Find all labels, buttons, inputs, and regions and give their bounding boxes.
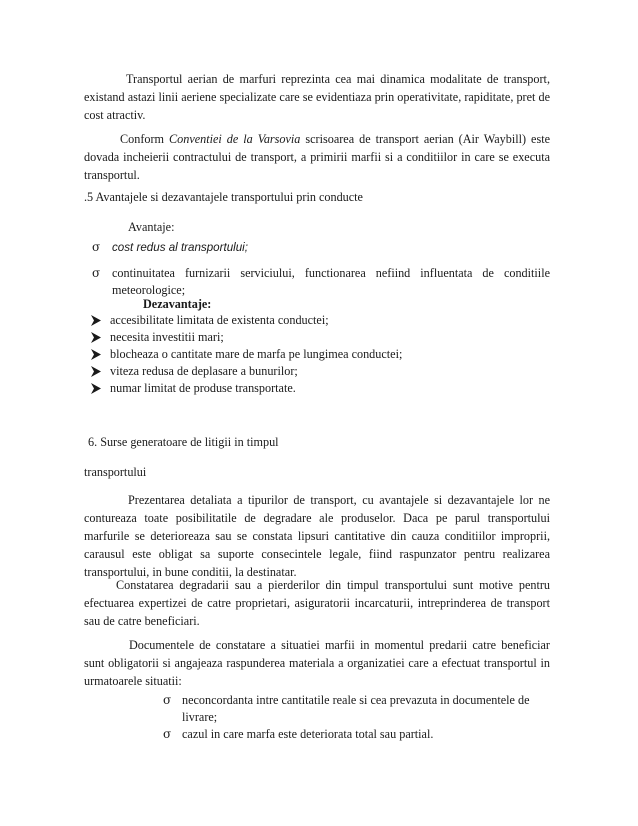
situatie-item [163,692,550,726]
dezavantaje-item-text: numar limitat de produse transportate. [110,381,296,395]
dezavantaje-item [90,329,550,346]
avantaje-item [92,239,550,256]
dezavantaje-label-text: Dezavantaje: [143,297,212,311]
arrowhead-bullet-icon [90,363,106,377]
situatie-item [163,726,550,743]
dezavantaje-item-text: necesita investitii mari; [110,330,224,344]
varsovia-italic-text: Conventiei de la Varsovia [169,132,301,146]
dezavantaje-item-text: viteza redusa de deplasare a bunurilor; [110,364,298,378]
situatie-item-text: neconcordanta intre cantitatile reale si cea prevazuta in documentele de livrare; [182,693,530,724]
dezavantaje-item [90,380,550,397]
sigma-bullet-icon: σ [92,240,101,254]
section-heading-6: 6. Surse generatoare de litigii in timpul [88,435,279,449]
avantaje-item-text: cost redus al transportului; [112,241,248,254]
paragraph-varsovia [84,130,550,184]
paragraph-prezentarea-text: Prezentarea detaliata a tipurilor de transport, cu avantajele si dezavantajele lor ne contureaza toate posibilitatile de degradare ale produselor. Daca pe parul transportului marfurile se deterioreaza sau se constata lipsuri cantitative din cauza conditiilor improprii, carausul este obligat sa suporte consecintele legale, fiind raspunzator pentru realizarea transportului, in bune conditii, la destinatar. [84,493,550,579]
paragraph-documentele [84,636,550,690]
paragraph-air-transport-text: Transportul aerian de marfuri reprezinta cea mai dinamica modalitate de transport, existand astazi linii aeriene specializate care se evidentiaza prin operativitate, rapiditate, pret de cost atractiv. [84,72,550,122]
arrowhead-bullet-icon [90,380,106,394]
section-heading-5: .5 Avantajele si dezavantajele transportului prin conducte [84,190,363,204]
dezavantaje-item [90,346,550,363]
situatie-item-text: cazul in care marfa este deteriorata total sau partial. [182,727,434,741]
paragraph-documentele-text: Documentele de constatare a situatiei marfii in momentul predarii catre beneficiar sunt obligatorii si angajeaza raspunderea materiala a organizatiei care a efectuat transportul in urmatoarele situatii: [84,638,550,688]
sigma-bullet-icon: σ [163,693,172,707]
section-heading-6-continued: transportului [84,465,147,479]
varsovia-pre-text: Conform [120,132,169,146]
sigma-bullet-icon: σ [163,727,172,741]
dezavantaje-item [90,312,550,329]
arrowhead-bullet-icon [90,329,106,343]
avantaje-item [92,265,550,298]
arrowhead-bullet-icon [90,312,106,326]
dezavantaje-item [90,363,550,380]
varsovia-post-text: scrisoarea de transport aerian (Air Waybill) este dovada incheierii contractului de transport, a primirii marfii si a conditiilor in care se executa transportul. [84,132,551,182]
avantaje-item-text: continuitatea furnizarii serviciului, functionarea nefiind influentata de conditiile meteorologice; [112,266,550,297]
avantaje-label: Avantaje: [128,220,175,234]
dezavantaje-label [143,296,211,312]
paragraph-constatarea [84,576,550,630]
dezavantaje-item-text: accesibilitate limitata de existenta conductei; [110,313,329,327]
arrowhead-bullet-icon [90,346,106,360]
paragraph-prezentarea [84,491,550,581]
sigma-bullet-icon: σ [92,266,101,280]
paragraph-constatarea-text: Constatarea degradarii sau a pierderilor din timpul transportului sunt motive pentru efectuarea expertizei de catre proprietari, asiguratorii incarcaturii, intreprinderea de transport sau de catre beneficiari. [84,578,550,628]
dezavantaje-item-text: blocheaza o cantitate mare de marfa pe lungimea conductei; [110,347,403,361]
paragraph-air-transport [84,70,550,124]
